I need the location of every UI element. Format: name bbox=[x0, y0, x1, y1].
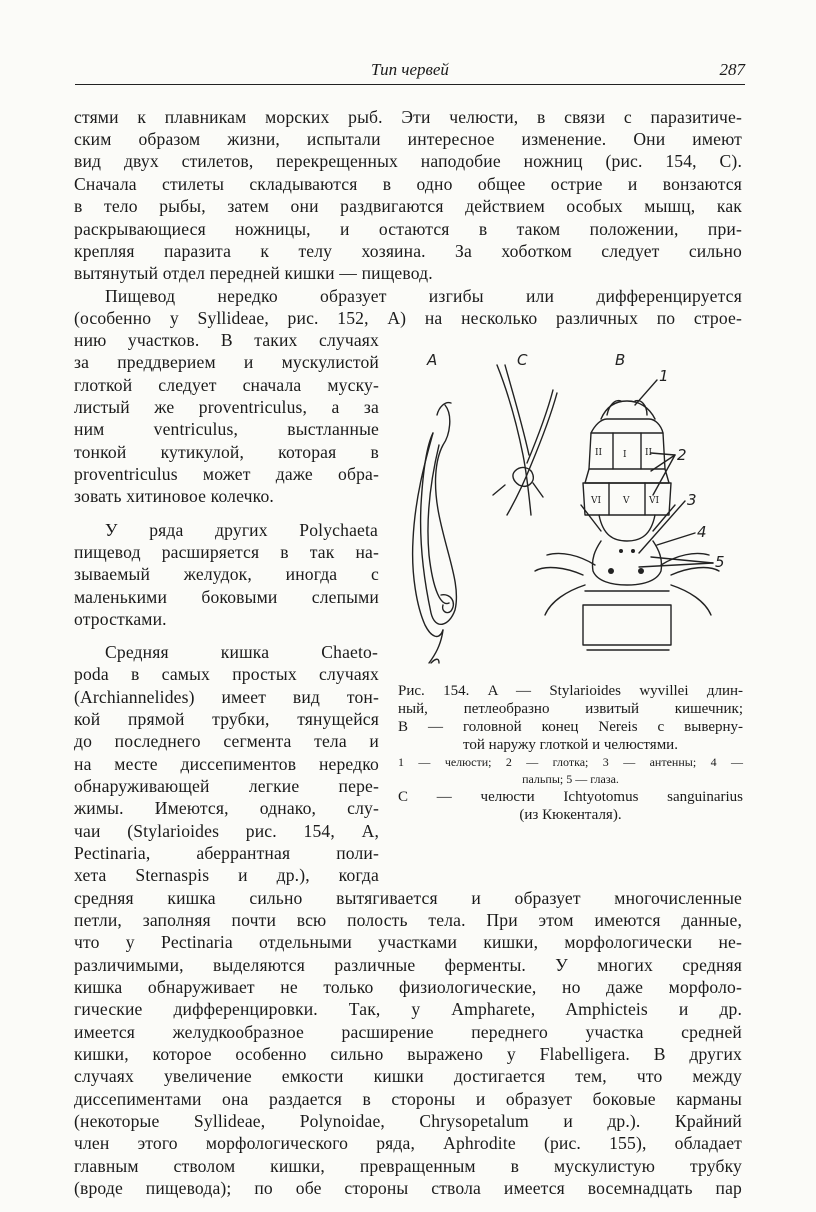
column-line: зываемый желудок, иногда с bbox=[74, 564, 379, 584]
column-line: маленькими боковыми слепыми bbox=[74, 587, 379, 607]
body-line: крепляя паразита к телу хозяина. За хоботком следует сильно bbox=[74, 241, 742, 261]
segment-numeral: VI bbox=[591, 496, 602, 506]
body-line: имеется желудкообразное расширение переднего участка средней bbox=[74, 1022, 742, 1042]
figure-part-a-intestine bbox=[413, 403, 457, 663]
segment-numeral: V bbox=[623, 496, 630, 506]
body-line: (вроде пищевода); по обе стороны ствола имеется восемнадцать пар bbox=[74, 1178, 742, 1198]
body-line: гические дифференцировки. Так, у Ampharete, Amphicteis и др. bbox=[74, 999, 742, 1019]
body-line: в тело рыбы, затем они раздвигаются действием особых мышц, как bbox=[74, 196, 742, 216]
body-line: что у Pectinaria отдельными участками кишки, морфологически не- bbox=[74, 932, 742, 952]
column-line: тонкой кутикулой, которая в bbox=[74, 442, 379, 462]
body-line: стями к плавникам морских рыб. Эти челюсти, в связи с паразитиче- bbox=[74, 107, 742, 127]
column-line: нию участков. В таких случаях bbox=[74, 330, 379, 350]
figure-label-b: B bbox=[615, 351, 626, 369]
figure-part-b-nereis-head bbox=[535, 380, 719, 650]
body-line: ским образом жизни, испытали интересное изменение. Они имеют bbox=[74, 129, 742, 149]
column-line: ним ventriculus, выстланные bbox=[74, 419, 379, 439]
caption-line: C — челюсти Ichtyotomus sanguinarius bbox=[398, 789, 743, 805]
body-line: Сначала стилеты складываются в одно общее острие и вонзаются bbox=[74, 174, 742, 194]
body-line: петли, заполняя почти всю полость тела. При этом имеются данные, bbox=[74, 910, 742, 930]
figure-number-4: 4 bbox=[697, 523, 707, 541]
figure-number-5: 5 bbox=[715, 553, 725, 571]
caption-line: той наружу глоткой и челюстями. bbox=[463, 737, 678, 753]
body-line: случаях увеличение емкости кишки достигается тем, что между bbox=[74, 1066, 742, 1086]
page-number: 287 bbox=[719, 60, 745, 79]
figure-number-2: 2 bbox=[677, 446, 687, 464]
body-line: (некоторые Syllideae, Polynoidae, Chrysopetalum и др.). Крайний bbox=[74, 1111, 742, 1131]
figure-154 bbox=[395, 345, 740, 670]
column-line: пищевод расширяется в так на- bbox=[74, 542, 379, 562]
column-line: глоткой следует сначала муску- bbox=[74, 375, 379, 395]
body-line: (особенно у Syllideae, рис. 152, A) на несколько различных по строе- bbox=[74, 308, 742, 328]
figure-number-3: 3 bbox=[687, 491, 697, 509]
column-line: хета Sternaspis и др.), когда bbox=[74, 865, 379, 885]
body-line: различимыми, выделяются различные ферменты. У многих средняя bbox=[74, 955, 742, 975]
body-line: раскрывающиеся ножницы, и остаются в таком положении, при- bbox=[74, 219, 742, 239]
body-line: кишки, которое особенно сильно выражено у Flabelligera. В других bbox=[74, 1044, 742, 1064]
column-line: чаи (Stylarioides рис. 154, A, bbox=[74, 821, 379, 841]
body-line: член этого морфологического ряда, Aphrodite (рис. 155), обладает bbox=[74, 1133, 742, 1153]
figure-number-1: 1 bbox=[659, 367, 669, 385]
column-line: proventriculus может даже обра- bbox=[74, 464, 379, 484]
segment-numeral: II bbox=[645, 448, 653, 458]
body-line: вытянутый отдел передней кишки — пищевод. bbox=[74, 263, 433, 283]
figure-caption bbox=[398, 682, 743, 824]
running-title: Тип червей bbox=[371, 60, 449, 79]
body-line: главным стволом кишки, превращенным в мускулистую трубку bbox=[74, 1156, 742, 1176]
figure-label-a: A bbox=[427, 351, 438, 369]
segment-numeral: VI bbox=[649, 496, 660, 506]
column-line: до последнего сегмента тела и bbox=[74, 731, 379, 751]
segment-numeral: II bbox=[595, 448, 603, 458]
column-line: на месте диссепиментов нередко bbox=[74, 754, 379, 774]
column-line: зовать хитиновое колечко. bbox=[74, 486, 274, 506]
body-line: Пищевод нередко образует изгибы или дифференцируется bbox=[105, 286, 742, 306]
column-line: poda в самых простых случаях bbox=[74, 664, 379, 684]
column-line: жимы. Имеются, однако, слу- bbox=[74, 798, 379, 818]
body-line: средняя кишка сильно вытягивается и образует многочисленные bbox=[74, 888, 742, 908]
column-line: Средняя кишка Chaeto- bbox=[105, 642, 378, 662]
body-line: вид двух стилетов, перекрещенных наподобие ножниц (рис. 154, C). bbox=[74, 151, 742, 171]
segment-numeral: I bbox=[623, 450, 627, 460]
body-line: диссепиментами она раздается в стороны и образует боковые карманы bbox=[74, 1089, 742, 1109]
running-header bbox=[75, 58, 745, 85]
column-line: кой прямой трубки, тянущейся bbox=[74, 709, 379, 729]
column-line: обнаруживающей легкие пере- bbox=[74, 776, 379, 796]
column-line: листый же proventriculus, а за bbox=[74, 397, 379, 417]
column-line: У ряда других Polychaeta bbox=[105, 520, 378, 540]
caption-legend-line: пальпы; 5 — глаза. bbox=[522, 772, 619, 786]
caption-line: ный, петлеобразно извитый кишечник; bbox=[398, 701, 743, 717]
caption-line: B — головной конец Nereis с выверну- bbox=[398, 719, 743, 735]
caption-line: (из Кюкенталя). bbox=[519, 807, 622, 823]
figure-label-c: C bbox=[517, 351, 528, 369]
figure-part-c-jaws bbox=[493, 365, 557, 515]
body-line: кишка обнаруживает не только физиологические, но даже морфоло- bbox=[74, 977, 742, 997]
column-line: за преддверием и мускулистой bbox=[74, 352, 379, 372]
column-line: (Archiannelides) имеет вид тон- bbox=[74, 687, 379, 707]
column-line: отростками. bbox=[74, 609, 167, 629]
caption-legend-line: 1 — челюсти; 2 — глотка; 3 — антенны; 4 — bbox=[398, 755, 743, 769]
caption-line: Рис. 154. A — Stylarioides wyvillei длин- bbox=[398, 683, 743, 699]
column-line: Pectinaria, аберрантная поли- bbox=[74, 843, 379, 863]
